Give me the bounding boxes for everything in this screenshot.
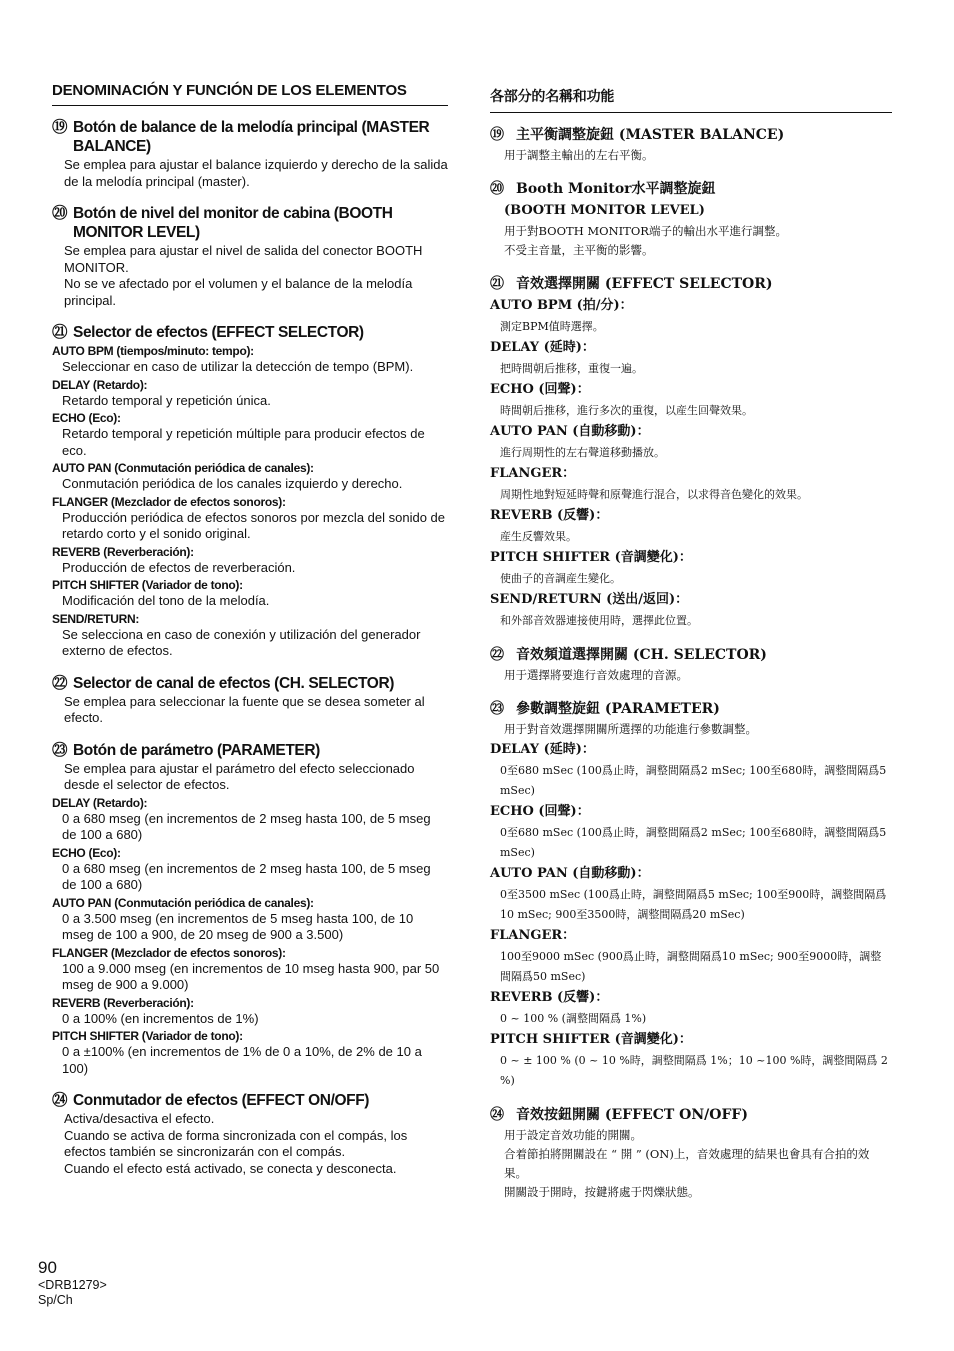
section-title bbox=[52, 674, 448, 693]
option-description: 0至3500 mSec (100爲止時，調整間隔爲5 mSec; 100至900時，調整間隔爲10 mSec; 900至3500時，調整間隔爲20 mSec) bbox=[500, 888, 887, 921]
section-paragraph: Se emplea para seleccionar la fuente que se desea someter al efecto. bbox=[64, 693, 425, 725]
option-description: 0 a 680 mseg (en incrementos de 2 mseg hasta 100, de 5 mseg de 100 a 680) bbox=[62, 860, 431, 892]
option-term: FLANGER (Mezclador de efectos sonoros): bbox=[52, 945, 286, 960]
option-description: 0 ~ 100 % (調整間隔爲 1%) bbox=[500, 1012, 647, 1025]
spanish-sections bbox=[52, 118, 448, 1177]
section-paragraph: Se emplea para ajustar el nivel de salida del conector BOOTH MONITOR. bbox=[64, 243, 423, 275]
section-paragraph: Cuando el efecto está activado, se conecta y desconecta. bbox=[64, 1160, 397, 1176]
option-term: REVERB (Reverberación): bbox=[52, 995, 194, 1010]
section-title bbox=[490, 645, 892, 665]
option-description: 0 ~ ± 100 % (0 ~ 10 %時，調整間隔爲 1%；10 ~100 %時，調整間隔爲 2 %) bbox=[500, 1054, 888, 1087]
option-term: ECHO (回聲)： bbox=[490, 804, 590, 819]
chinese-section bbox=[490, 1105, 892, 1202]
option-description: 0至680 mSec (100爲止時，調整間隔爲2 mSec; 100至680時，調整間隔爲5 mSec) bbox=[500, 764, 887, 797]
option-description: 進行周期性的左右聲道移動播放。 bbox=[500, 446, 665, 459]
section-paragraph: 用于設定音效功能的開關。 bbox=[504, 1128, 642, 1142]
section-title-text: Selector de efectos (EFFECT SELECTOR) bbox=[73, 324, 364, 341]
section-number: ㉑ bbox=[52, 324, 68, 341]
option-term: DELAY (延時)： bbox=[490, 340, 595, 355]
section-title-text: Botón de parámetro (PARAMETER) bbox=[73, 741, 320, 759]
spanish-section bbox=[52, 1091, 448, 1177]
spanish-section bbox=[52, 118, 448, 190]
section-body bbox=[504, 720, 892, 739]
section-body bbox=[64, 694, 448, 727]
option-term: AUTO PAN (Conmutación periódica de canales): bbox=[52, 461, 314, 475]
section-paragraph: 用于選擇將要進行音效處理的音源。 bbox=[504, 668, 688, 682]
option-description: 和外部音效器連接使用時，選擇此位置。 bbox=[500, 614, 698, 627]
option-description: 時間朝后推移，進行多次的重復，以産生回聲效果。 bbox=[500, 404, 753, 417]
section-paragraph: 合着節拍將開關設在 “ 開 ” (ON)上，音效處理的結果也會具有合拍的效果。 bbox=[504, 1147, 870, 1180]
section-title-text: Conmutador de efectos (EFFECT ON/OFF) bbox=[73, 1092, 370, 1109]
section-title-text: Selector de canal de efectos (CH. SELECTOR) bbox=[73, 674, 395, 692]
option-description: Se selecciona en caso de conexión y utilización del generador externo de efectos. bbox=[62, 626, 421, 658]
section-title-text: 音效按鈕開關 (EFFECT ON/OFF) bbox=[516, 1107, 748, 1123]
option-term: DELAY (Retardo): bbox=[52, 377, 148, 392]
section-number: ㉓ bbox=[490, 701, 504, 717]
page-footer bbox=[38, 1258, 107, 1308]
option-term: REVERB (Reverberación): bbox=[52, 544, 194, 559]
option-description: 周期性地對短延時聲和原聲進行混合，以求得音色變化的效果。 bbox=[500, 488, 808, 501]
spanish-column bbox=[52, 82, 448, 1191]
section-paragraph: Se emplea para ajustar el balance izquierdo y derecho de la salida de la melodía principal (master). bbox=[64, 157, 448, 189]
section-title bbox=[490, 179, 892, 199]
option-description: 0 a 680 mseg (en incrementos de 2 mseg hasta 100, de 5 mseg de 100 a 680) bbox=[62, 810, 431, 842]
section-paragraph: Se emplea para ajustar el parámetro del efecto seleccionado desde el selector de efectos. bbox=[64, 760, 415, 792]
chinese-section bbox=[490, 274, 892, 631]
section-number: ㉑ bbox=[490, 276, 504, 292]
section-title bbox=[490, 1105, 892, 1125]
option-term: ECHO (Eco): bbox=[52, 411, 121, 425]
option-term: PITCH SHIFTER (Variador de tono): bbox=[52, 1029, 243, 1043]
section-title-text: 主平衡調整旋鈕 (MASTER BALANCE) bbox=[516, 127, 785, 143]
option-term: FLANGER： bbox=[490, 928, 576, 943]
section-subtitle: (BOOTH MONITOR LEVEL) bbox=[504, 203, 705, 218]
option-term: AUTO BPM (拍/分)： bbox=[490, 298, 633, 313]
spanish-column-header: DENOMINACIÓN Y FUNCIÓN DE LOS ELEMENTOS bbox=[52, 82, 448, 106]
option-term: DELAY (Retardo): bbox=[52, 795, 148, 810]
page-number: 90 bbox=[38, 1258, 57, 1277]
option-description: Producción periódica de efectos sonoros por mezcla del sonido de retardo corto y el sonido original. bbox=[62, 509, 446, 541]
section-title-text: Botón de nivel del monitor de cabina (BOOTH MONITOR LEVEL) bbox=[73, 205, 393, 241]
spanish-section bbox=[52, 323, 448, 660]
section-number: ㉓ bbox=[52, 741, 68, 759]
option-description: Retardo temporal y repetición múltiple para producir efectos de eco. bbox=[62, 426, 425, 458]
section-title-text: 參數調整旋鈕 (PARAMETER) bbox=[516, 701, 720, 717]
chinese-sections bbox=[490, 125, 892, 1202]
section-paragraph: Cuando se activa de forma sincronizada con el compás, los efectos también se sincronizarán con el compás. bbox=[64, 1127, 408, 1159]
option-term: DELAY (延時)： bbox=[490, 742, 595, 757]
option-description: 0 a 100% (en incrementos de 1%) bbox=[62, 1010, 259, 1026]
option-term: PITCH SHIFTER (音調變化)： bbox=[490, 1032, 692, 1047]
section-body bbox=[64, 1111, 448, 1177]
section-number: ㉔ bbox=[52, 1092, 68, 1109]
section-body bbox=[64, 761, 448, 794]
chinese-section bbox=[490, 699, 892, 1091]
section-number: ⑳ bbox=[52, 205, 68, 222]
section-title bbox=[52, 118, 448, 156]
section-title-text: 音效選擇開關 (EFFECT SELECTOR) bbox=[516, 276, 773, 292]
option-term: FLANGER： bbox=[490, 466, 576, 481]
section-body bbox=[504, 1126, 892, 1202]
option-term: ECHO (回聲)： bbox=[490, 382, 590, 397]
section-title-text: Booth Monitor水平調整旋鈕 bbox=[516, 181, 716, 197]
chinese-section bbox=[490, 179, 892, 260]
option-description: 産生反響效果。 bbox=[500, 530, 577, 543]
option-description: Seleccionar en caso de utilizar la detección de tempo (BPM). bbox=[62, 359, 414, 374]
section-title-text: 音效頻道選擇開關 (CH. SELECTOR) bbox=[516, 647, 767, 663]
section-number: ⑲ bbox=[52, 119, 68, 136]
chinese-section bbox=[490, 125, 892, 165]
spanish-section bbox=[52, 204, 448, 309]
section-paragraph: 用于調整主輸出的左右平衡。 bbox=[504, 148, 654, 162]
option-description: 使曲子的音調産生變化。 bbox=[500, 572, 621, 585]
section-number: ㉒ bbox=[52, 674, 68, 692]
spanish-section bbox=[52, 741, 448, 1078]
section-title bbox=[490, 699, 892, 719]
option-description: Retardo temporal y repetición única. bbox=[62, 392, 271, 408]
section-body bbox=[64, 243, 448, 309]
section-paragraph: 不受主音量，主平衡的影響。 bbox=[504, 243, 654, 257]
section-title bbox=[52, 741, 448, 760]
section-paragraph: No se ve afectado por el volumen y el balance de la melodía principal. bbox=[64, 276, 413, 308]
spanish-section bbox=[52, 674, 448, 727]
option-description: 100至9000 mSec (900爲止時，調整間隔爲10 mSec; 900至9000時，調整間隔爲50 mSec) bbox=[500, 950, 882, 983]
option-term: REVERB (反響)： bbox=[490, 508, 609, 523]
option-term: FLANGER (Mezclador de efectos sonoros): bbox=[52, 494, 286, 509]
option-description: 把時間朝后推移，重復一遍。 bbox=[500, 362, 643, 375]
option-description: 0 a 3.500 mseg (en incrementos de 5 mseg hasta 100, de 10 mseg de 100 a 900, de 20 mseg de 900 a 3.500) bbox=[62, 910, 414, 942]
option-term: SEND/RETURN (送出/返回)： bbox=[490, 592, 689, 607]
section-paragraph: 用于對BOOTH MONITOR端子的輸出水平進行調整。 bbox=[504, 224, 787, 238]
section-paragraph: 開關設于開時，按鍵將處于閃爍狀態。 bbox=[504, 1185, 700, 1199]
section-title bbox=[52, 1091, 448, 1110]
section-number: ㉔ bbox=[490, 1107, 504, 1123]
option-term: AUTO PAN (Conmutación periódica de canales): bbox=[52, 895, 314, 910]
option-description: Conmutación periódica de los canales izquierdo y derecho. bbox=[62, 476, 403, 491]
section-title bbox=[490, 125, 892, 145]
option-description: 測定BPM值時選擇。 bbox=[500, 320, 604, 333]
document-code: <DRB1279> bbox=[38, 1278, 107, 1292]
language-code: Sp/Ch bbox=[38, 1293, 73, 1307]
section-paragraph: 用于對音效選擇開關所選擇的功能進行參數調整。 bbox=[504, 722, 757, 736]
option-description: Producción de efectos de reverberación. bbox=[62, 559, 296, 575]
section-body bbox=[64, 157, 448, 190]
option-term: PITCH SHIFTER (Variador de tono): bbox=[52, 578, 243, 592]
option-description: Modificación del tono de la melodía. bbox=[62, 593, 270, 608]
option-description: 0至680 mSec (100爲止時，調整間隔爲2 mSec; 100至680時，調整間隔爲5 mSec) bbox=[500, 826, 887, 859]
option-term: REVERB (反響)： bbox=[490, 990, 609, 1005]
section-number: ㉒ bbox=[490, 647, 504, 663]
section-body bbox=[504, 146, 892, 165]
section-number: ⑳ bbox=[490, 181, 504, 197]
option-term: SEND/RETURN: bbox=[52, 611, 140, 626]
option-term: AUTO PAN (自動移動)： bbox=[490, 866, 650, 881]
option-term: PITCH SHIFTER (音調變化)： bbox=[490, 550, 692, 565]
section-title bbox=[52, 204, 448, 242]
section-body bbox=[504, 200, 892, 260]
option-term: AUTO PAN (自動移動)： bbox=[490, 424, 650, 439]
option-term: ECHO (Eco): bbox=[52, 845, 121, 860]
section-paragraph: Activa/desactiva el efecto. bbox=[64, 1111, 215, 1126]
section-body bbox=[504, 666, 892, 685]
chinese-column bbox=[490, 82, 892, 1216]
section-number: ⑲ bbox=[490, 127, 504, 143]
chinese-column-header: 各部分的名稱和功能 bbox=[490, 82, 892, 113]
section-title bbox=[52, 323, 448, 342]
option-description: 0 a ±100% (en incrementos de 1% de 0 a 10%, de 2% de 10 a 100) bbox=[62, 1044, 422, 1076]
section-title-text: Botón de balance de la melodía principal (MASTER BALANCE) bbox=[73, 119, 430, 155]
chinese-section bbox=[490, 645, 892, 685]
section-title bbox=[490, 274, 892, 294]
option-term: AUTO BPM (tiempos/minuto: tempo): bbox=[52, 344, 254, 358]
option-description: 100 a 9.000 mseg (en incrementos de 10 mseg hasta 900, par 50 mseg de 900 a 9.000) bbox=[62, 960, 440, 992]
